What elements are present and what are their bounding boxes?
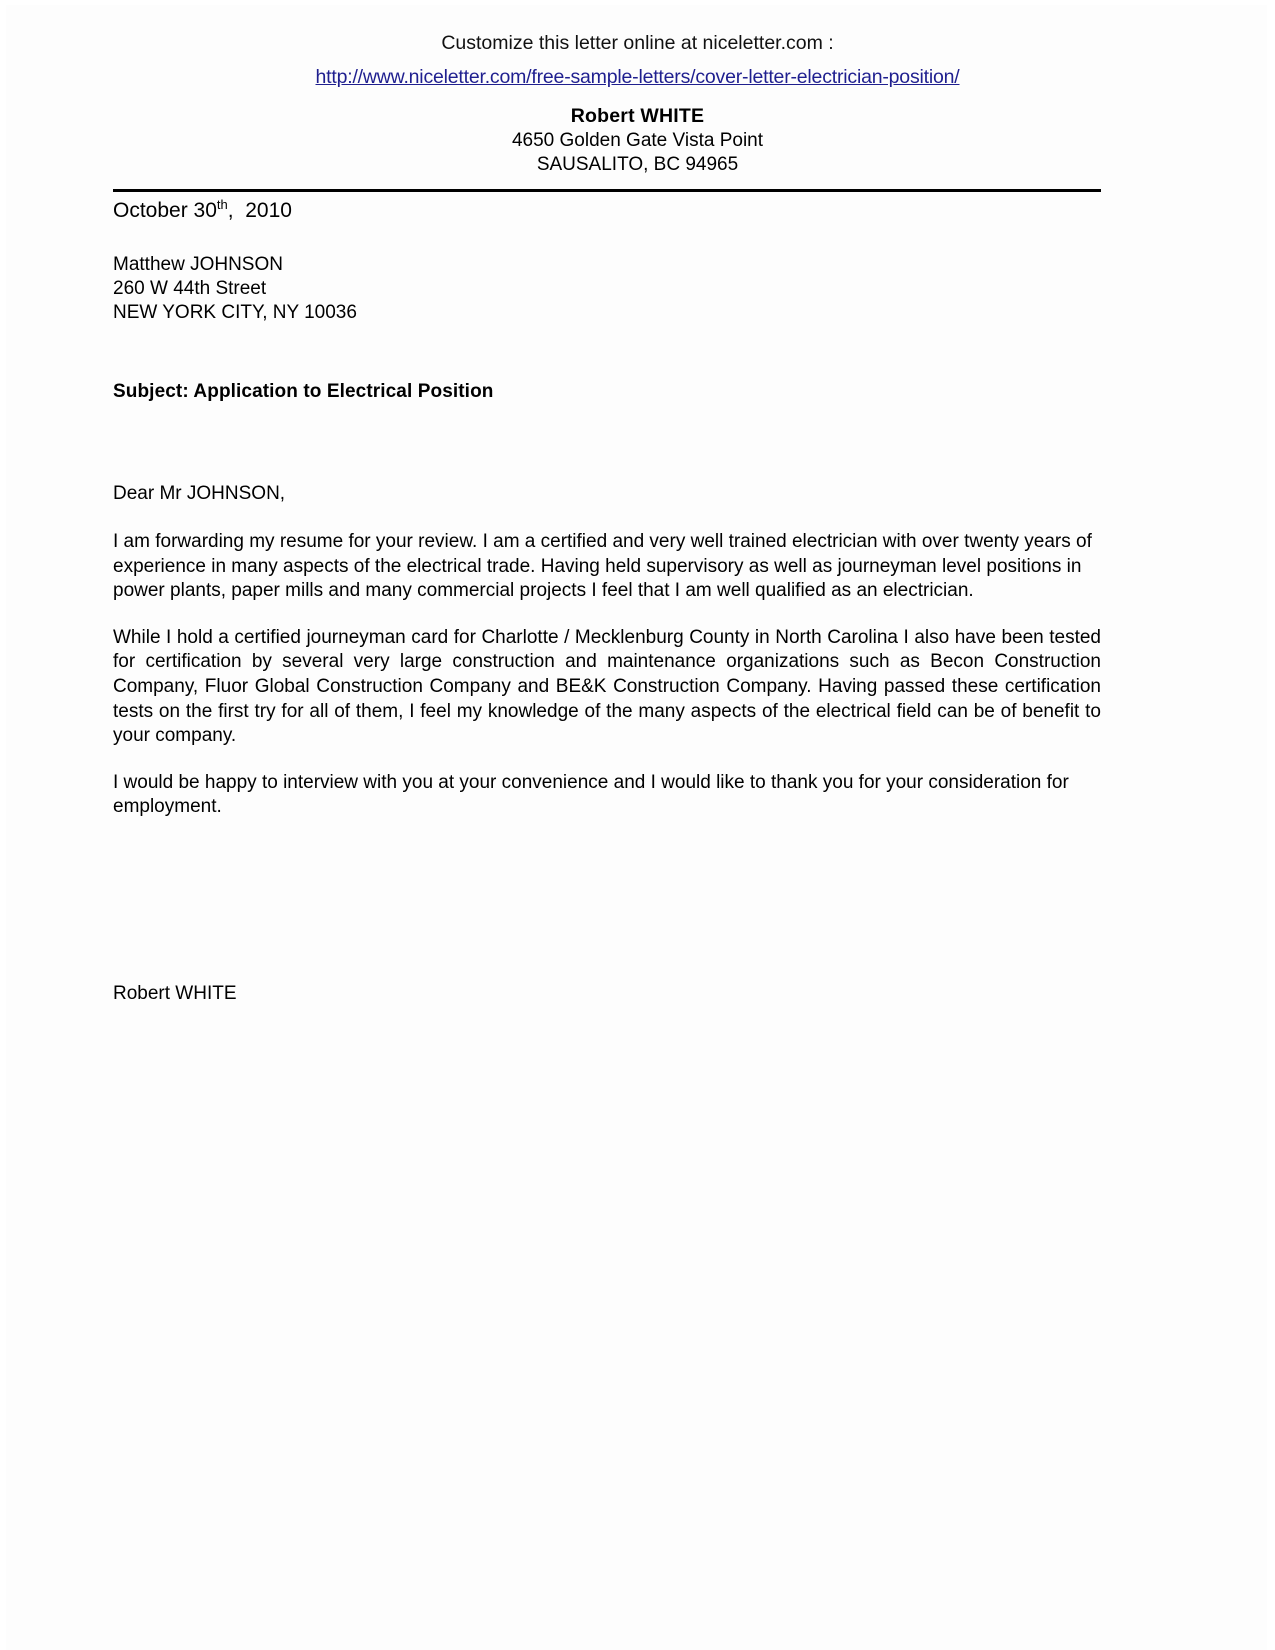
page-edge-top <box>0 0 1275 5</box>
salutation-line: Dear Mr JOHNSON, <box>113 483 286 504</box>
sender-city-line: SAUSALITO, BC 94965 <box>536 154 739 175</box>
promo-headline: Customize this letter online at niceletter.com : <box>441 32 834 54</box>
date-year: , 2010 <box>227 199 292 222</box>
promo-header <box>0 28 1275 92</box>
body-paragraph-1: I am forwarding my resume for your review. I am a certified and very well trained electrician with over twenty years of experience in many aspects of the electrical trade. Having held supervisory as well as journeyman level positions in power plants, paper mills and many commercial projects I feel that I am well qualified as an electrician. <box>113 531 1092 602</box>
recipient-street: 260 W 44th Street <box>113 277 267 299</box>
sender-name: Robert WHITE <box>570 105 705 127</box>
date-month-day: October 30 <box>113 199 217 222</box>
letter-body <box>113 530 1101 842</box>
date-ordinal-suffix: th <box>216 197 228 212</box>
page-edge-right <box>1267 0 1275 1650</box>
signature-name: Robert WHITE <box>113 983 237 1004</box>
body-paragraph-3: I would be happy to interview with you at your convenience and I would like to thank you for your consideration for employment. <box>113 771 1069 818</box>
subject-line: Subject: Application to Electrical Position <box>113 381 494 402</box>
page-edge-left <box>0 0 6 1650</box>
header-divider <box>113 189 1101 192</box>
letter-date <box>113 197 292 225</box>
sender-address-block <box>0 104 1275 178</box>
recipient-name: Matthew JOHNSON <box>113 254 283 275</box>
recipient-city-line: NEW YORK CITY, NY 10036 <box>113 301 357 323</box>
recipient-address-block <box>113 253 357 324</box>
body-paragraph-2: While I hold a certified journeyman card for Charlotte / Mecklenburg County in North Carolina I also have been tested for certification by several very large construction and maintenance organizations such as Becon Construction Company, Fluor Global Construction Company and BE&K Construction Company. Having passed these certification tests on the first try for all of them, I feel my knowledge of the many aspects of the electrical field can be of benefit to your company. <box>113 626 1101 747</box>
sender-street: 4650 Golden Gate Vista Point <box>511 129 764 151</box>
promo-url-link[interactable]: http://www.niceletter.com/free-sample-letters/cover-letter-electrician-position/ <box>315 66 960 88</box>
